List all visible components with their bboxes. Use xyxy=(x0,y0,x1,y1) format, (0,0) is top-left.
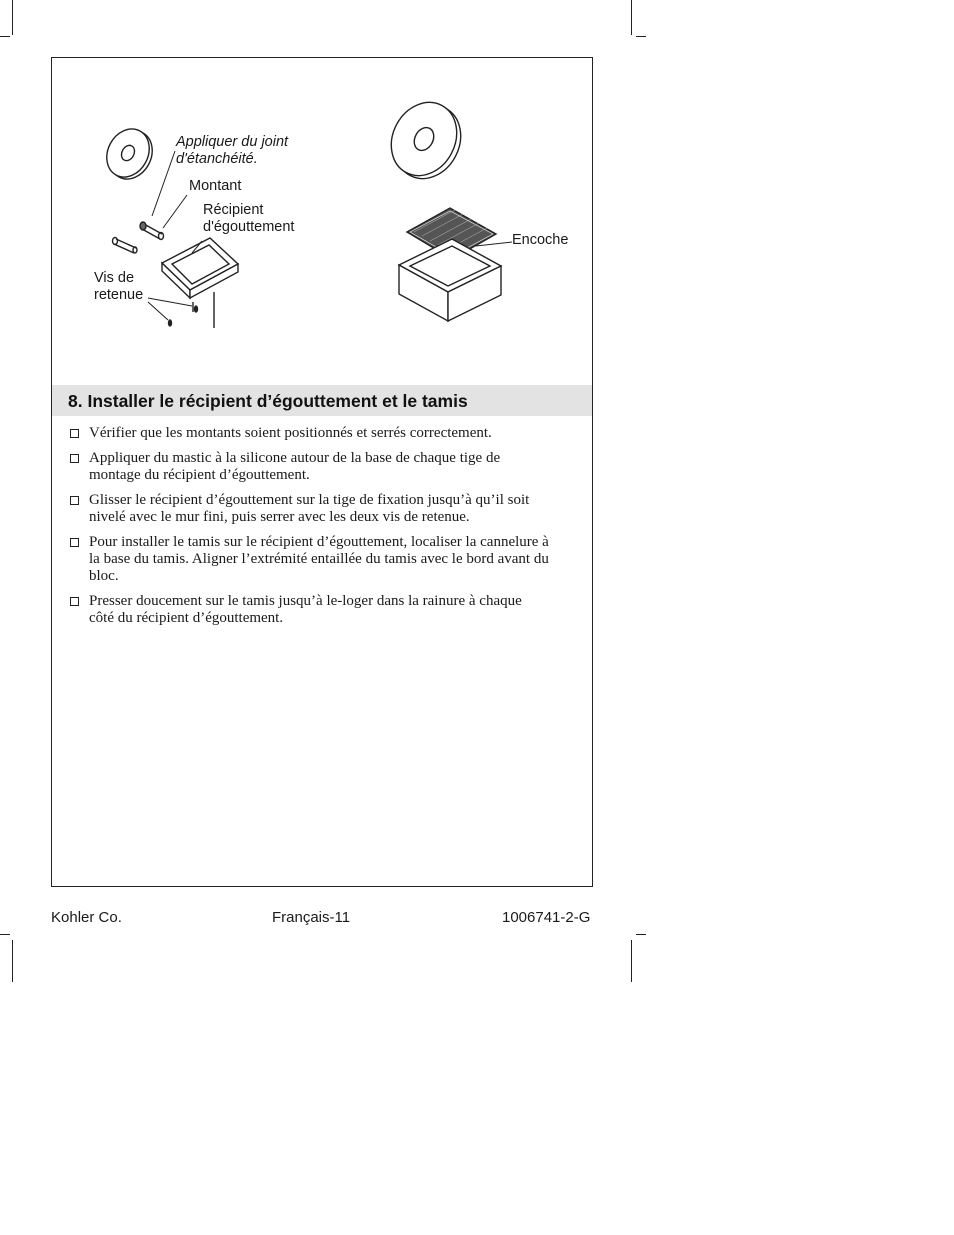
crop-mark-tr-h xyxy=(636,36,646,37)
crop-mark-br-h xyxy=(636,934,646,935)
left-flange-icon xyxy=(99,122,161,187)
crop-mark-bl-v xyxy=(12,940,13,982)
checkbox-icon xyxy=(70,454,79,463)
step-item xyxy=(70,593,550,627)
checkbox-icon xyxy=(70,496,79,505)
footer-company: Kohler Co. xyxy=(51,909,122,926)
label-retaining-screw: Vis de retenue xyxy=(94,270,144,303)
step-text: Presser doucement sur le tamis jusqu’à le-loger dans la rainure à chaque côté du récipient d’égouttement. xyxy=(89,593,522,626)
left-drip-tray-icon xyxy=(162,238,238,328)
step-item xyxy=(70,492,550,526)
retaining-screw-icon xyxy=(113,238,138,254)
step-item xyxy=(70,450,550,484)
crop-mark-bl-h xyxy=(0,934,10,935)
stud-icon xyxy=(140,222,164,240)
footer-doc-number: 1006741-2-G xyxy=(502,909,591,926)
checkbox-icon xyxy=(70,597,79,606)
section-heading-bar xyxy=(52,385,592,416)
content-frame xyxy=(51,57,593,887)
label-stud: Montant xyxy=(189,178,242,194)
step-text: Vérifier que les montants soient positionnés et serrés correctement. xyxy=(89,425,492,441)
right-flange-icon xyxy=(379,91,473,190)
footer-page-number: Français-11 xyxy=(272,909,351,926)
illustration-drawing xyxy=(52,58,592,378)
step-item xyxy=(70,534,550,585)
section-title: 8. Installer le récipient d’égouttement et le tamis xyxy=(68,391,468,411)
right-drip-tray-icon xyxy=(399,239,501,321)
step-text: Appliquer du mastic à la silicone autour de la base de chaque tige de montage du récipient d’égouttement. xyxy=(89,450,501,483)
label-drip-tray: Récipient d'égouttement xyxy=(203,202,295,235)
crop-mark-tl-v xyxy=(12,0,13,35)
step-text: Pour installer le tamis sur le récipient d’égouttement, localiser la cannelure à la base du tamis. Aligner l’extrémité entaillée du tamis avec le bord avant du bloc. xyxy=(89,534,549,584)
label-apply-sealant: Appliquer du joint d'étanchéité. xyxy=(176,134,289,167)
steps-list xyxy=(70,425,550,635)
installation-illustration xyxy=(52,58,592,378)
step-text: Glisser le récipient d’égouttement sur la tige de fixation jusqu’à qu’il soit nivelé avec le mur fini, puis serrer avec les deux vis de retenue. xyxy=(89,492,530,525)
checkbox-icon xyxy=(70,429,79,438)
crop-mark-tr-v xyxy=(631,0,632,35)
label-notch: Encoche xyxy=(512,232,569,248)
checkbox-icon xyxy=(70,538,79,547)
step-item xyxy=(70,425,550,442)
crop-mark-tl-h xyxy=(0,36,10,37)
crop-mark-br-v xyxy=(631,940,632,982)
